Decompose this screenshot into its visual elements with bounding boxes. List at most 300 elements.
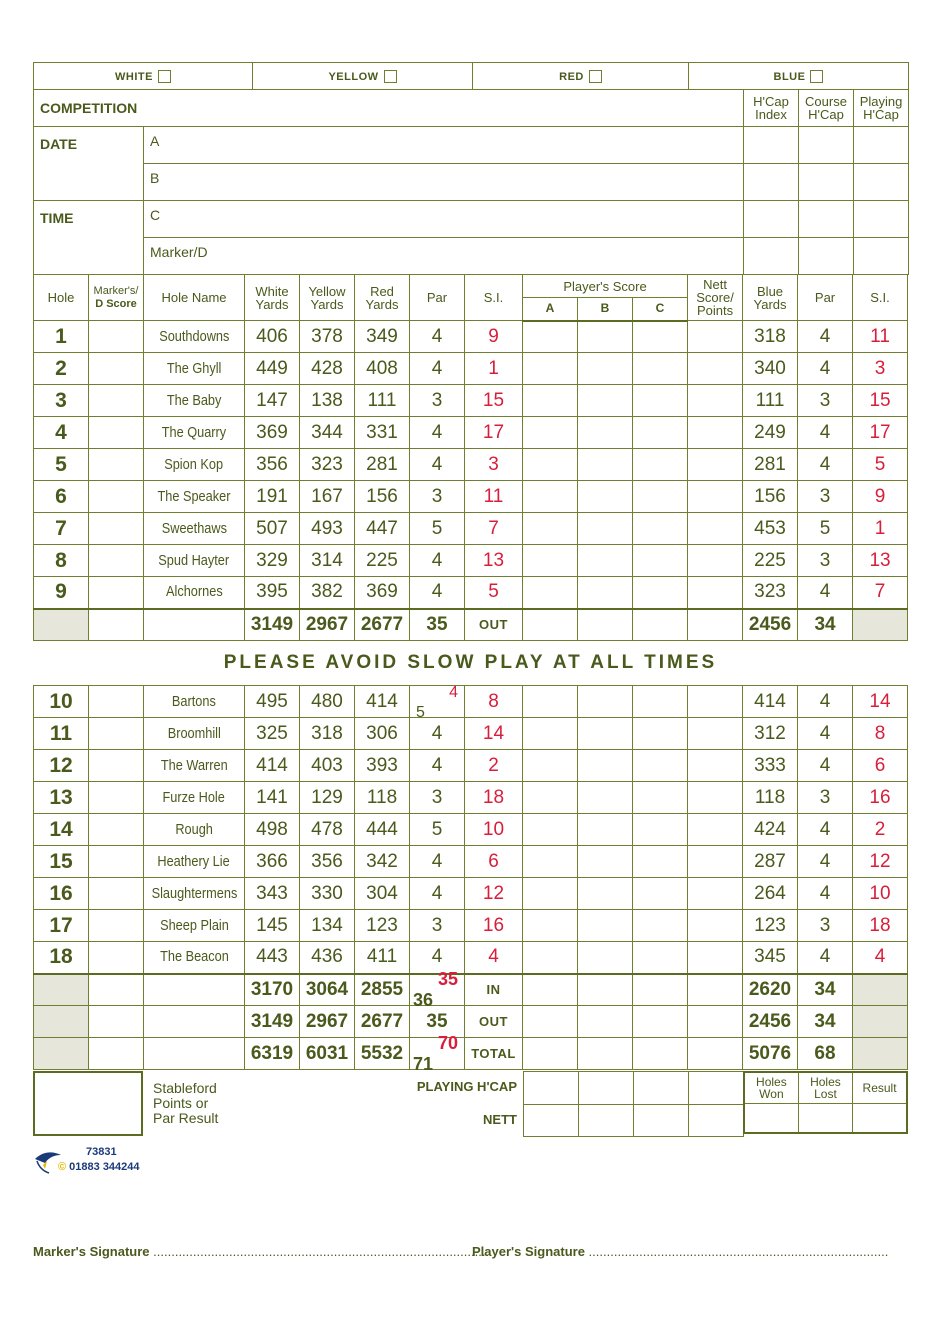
red-yards: [355, 353, 410, 385]
yellow-yards: [300, 686, 355, 718]
total-label-text: TOTAL: [471, 1045, 516, 1061]
total-yellow: [300, 1038, 355, 1070]
player-signature[interactable]: Player's Signature ...................................................................................: [472, 1244, 889, 1259]
total-a[interactable]: [523, 974, 578, 1006]
hole-name-text: Spion Kop: [164, 455, 224, 473]
c-course-hcap[interactable]: [799, 201, 854, 238]
total-markers-cell[interactable]: [89, 1006, 144, 1038]
hole-name: [144, 577, 245, 609]
stroke-index: [465, 417, 523, 449]
total-blue-par-text: 34: [814, 613, 836, 635]
score-a-cell[interactable]: [523, 718, 578, 750]
markers-score-cell[interactable]: [89, 481, 144, 513]
total-red: [355, 974, 410, 1006]
par: [410, 545, 465, 577]
score-b-cell[interactable]: [578, 750, 633, 782]
red-yards: [355, 385, 410, 417]
m-course-hcap[interactable]: [799, 238, 854, 275]
nett-score-cell[interactable]: [688, 910, 743, 942]
score-b-cell[interactable]: [578, 846, 633, 878]
player-a-field[interactable]: A: [144, 127, 744, 164]
total-yellow: [300, 974, 355, 1006]
nett-score-cell[interactable]: [688, 513, 743, 545]
score-c-cell[interactable]: [633, 481, 688, 513]
nett-score-cell[interactable]: [688, 449, 743, 481]
stroke-index: [465, 942, 523, 974]
player-b-field[interactable]: B: [144, 164, 744, 201]
yellow-checkbox[interactable]: [384, 70, 397, 83]
ph-b[interactable]: [579, 1072, 634, 1105]
yellow-yards-text: 378: [311, 325, 343, 347]
si-header: S.I.: [465, 275, 523, 321]
blue-yards-text: 111: [755, 389, 785, 411]
white-yards-text: 356: [256, 453, 288, 475]
total-nett[interactable]: [688, 974, 743, 1006]
total-markers-cell[interactable]: [89, 974, 144, 1006]
score-a-cell[interactable]: [523, 417, 578, 449]
score-a-cell[interactable]: [523, 513, 578, 545]
white-yards: [245, 321, 300, 353]
hole-row: [34, 353, 908, 385]
nett-score-cell[interactable]: [688, 481, 743, 513]
par-text: 4: [431, 325, 443, 347]
total-blue-par: [798, 1006, 853, 1038]
score-a-cell[interactable]: [523, 545, 578, 577]
stroke-index-text: 15: [482, 389, 505, 411]
score-b-cell[interactable]: [578, 878, 633, 910]
total-red-text: 5532: [360, 1042, 404, 1064]
blue-yards: [743, 417, 798, 449]
total-nett[interactable]: [688, 1038, 743, 1070]
nett-nett[interactable]: [689, 1105, 744, 1137]
markers-score-cell[interactable]: [89, 513, 144, 545]
total-a[interactable]: [523, 1038, 578, 1070]
tee-blue-label: BLUE: [773, 70, 806, 83]
blue-par: [798, 577, 853, 609]
blue-par-text: 4: [819, 946, 831, 968]
yellow-yards-text: 493: [311, 517, 343, 539]
total-markers-cell[interactable]: [89, 1038, 144, 1070]
red-yards-text: 349: [366, 325, 398, 347]
blue-stroke-index: [853, 942, 908, 974]
nett-score-cell[interactable]: [688, 353, 743, 385]
hole-number-text: 5: [55, 452, 67, 476]
score-b-cell[interactable]: [578, 782, 633, 814]
b-course-hcap[interactable]: [799, 164, 854, 201]
stroke-index-text: 11: [483, 485, 504, 507]
markers-score-cell[interactable]: [89, 846, 144, 878]
total-red-text: 2677: [360, 613, 404, 635]
hole-number-text: 17: [49, 913, 73, 937]
white-yards-text: 449: [256, 357, 288, 379]
markers-score-cell[interactable]: [89, 782, 144, 814]
a-hcap-index[interactable]: [744, 127, 799, 164]
score-b-cell[interactable]: [578, 481, 633, 513]
score-a-cell[interactable]: [523, 686, 578, 718]
b-hcap-index[interactable]: [744, 164, 799, 201]
blue-par: [798, 910, 853, 942]
yellow-yards-text: 134: [311, 914, 343, 936]
total-c[interactable]: [633, 974, 688, 1006]
blue-yards-text: 333: [754, 754, 786, 776]
score-c-cell[interactable]: [633, 846, 688, 878]
stroke-index-text: 8: [488, 690, 499, 712]
stroke-index: [465, 846, 523, 878]
nett-score-cell[interactable]: [688, 577, 743, 609]
score-b-cell[interactable]: [578, 513, 633, 545]
score-b-cell[interactable]: [578, 942, 633, 974]
score-a-cell[interactable]: [523, 814, 578, 846]
par: [410, 683, 465, 721]
hcap-index-l2: Index: [755, 107, 787, 122]
markers-score-cell[interactable]: [89, 353, 144, 385]
score-a-cell[interactable]: [523, 846, 578, 878]
red-yards-text: 393: [366, 754, 398, 776]
footer-block: [33, 1071, 908, 1136]
stableford-l1: Stableford: [153, 1080, 217, 1096]
hl-l1: Holes: [810, 1074, 841, 1089]
nett-score-cell[interactable]: [688, 385, 743, 417]
m-playing-hcap[interactable]: [854, 238, 909, 275]
nett-score-cell[interactable]: [688, 942, 743, 974]
markers-score-cell[interactable]: [89, 910, 144, 942]
score-b-cell[interactable]: [578, 545, 633, 577]
stroke-index-text: 13: [482, 549, 505, 571]
hole-number-text: 11: [49, 721, 73, 745]
stroke-index: [465, 782, 523, 814]
total-row-out: [34, 609, 908, 641]
score-c-cell[interactable]: [633, 385, 688, 417]
red-yards-text: 408: [366, 357, 398, 379]
score-c-cell[interactable]: [633, 513, 688, 545]
blue-stroke-index: [853, 846, 908, 878]
white-yards: [245, 878, 300, 910]
hole-row: [34, 910, 908, 942]
hcap-index-l1: H'Cap: [753, 94, 789, 109]
total-blank-right: [853, 1038, 908, 1070]
blue-yards: [743, 910, 798, 942]
score-a-cell[interactable]: [523, 385, 578, 417]
blue-par-header: Par: [798, 275, 853, 321]
par-text: 4: [431, 754, 443, 776]
yellow-yards-text: 428: [311, 357, 343, 379]
blue-par-text: 4: [819, 357, 831, 379]
score-c-cell[interactable]: [633, 545, 688, 577]
nett-b[interactable]: [579, 1105, 634, 1137]
blue-l2: Yards: [753, 296, 787, 312]
score-c-cell[interactable]: [633, 718, 688, 750]
score-b-cell[interactable]: [578, 814, 633, 846]
total-name-cell[interactable]: [144, 1006, 245, 1038]
hole-name: [144, 545, 245, 577]
total-nett[interactable]: [688, 609, 743, 641]
score-a-cell[interactable]: [523, 942, 578, 974]
nett-c[interactable]: [634, 1105, 689, 1137]
ph-a[interactable]: [524, 1072, 579, 1105]
yellow-yards-text: 403: [311, 754, 343, 776]
total-blue-par-text: 34: [814, 1010, 836, 1032]
score-a-cell[interactable]: [523, 353, 578, 385]
stroke-index: [465, 718, 523, 750]
red-yards-text: 281: [366, 453, 398, 475]
blue-yards: [743, 782, 798, 814]
hole-name: [144, 353, 245, 385]
white-checkbox[interactable]: [158, 70, 171, 83]
blue-par-text: 3: [819, 485, 831, 507]
holes-won-header: [744, 1072, 798, 1103]
hole-row: [34, 718, 908, 750]
markers-score-cell[interactable]: [89, 545, 144, 577]
blue-par: [798, 353, 853, 385]
hole-number-text: 10: [49, 689, 73, 713]
yellow-yards: [300, 449, 355, 481]
par: [410, 385, 465, 417]
score-c-cell[interactable]: [633, 750, 688, 782]
score-b-cell[interactable]: [578, 449, 633, 481]
score-b-cell[interactable]: [578, 417, 633, 449]
white-yards: [245, 782, 300, 814]
c-playing-hcap[interactable]: [854, 201, 909, 238]
score-c-cell[interactable]: [633, 686, 688, 718]
total-c[interactable]: [633, 1006, 688, 1038]
a-course-hcap[interactable]: [799, 127, 854, 164]
score-c-cell[interactable]: [633, 353, 688, 385]
hole-row: [34, 481, 908, 513]
ph-c[interactable]: [634, 1072, 689, 1105]
nett-score-cell[interactable]: [688, 417, 743, 449]
stableford-l3: Par Result: [153, 1110, 219, 1126]
score-a-cell[interactable]: [523, 878, 578, 910]
blue-par-text: 3: [819, 786, 831, 808]
white-yards-text: 498: [256, 818, 288, 840]
red-yards: [355, 878, 410, 910]
score-c-cell[interactable]: [633, 577, 688, 609]
red-yards: [355, 686, 410, 718]
nett-score-cell[interactable]: [688, 750, 743, 782]
holes-lost-field[interactable]: [798, 1103, 852, 1133]
markers-score-cell[interactable]: [89, 750, 144, 782]
player-signature-label: Player's Signature: [472, 1244, 585, 1259]
hole-number-text: 6: [55, 484, 67, 508]
marker-signature[interactable]: Marker's Signature .............................................................................................: [33, 1244, 490, 1259]
markers-score-cell[interactable]: [89, 321, 144, 353]
nett-a[interactable]: [524, 1105, 579, 1137]
total-c[interactable]: [633, 1038, 688, 1070]
score-b-cell[interactable]: [578, 718, 633, 750]
white-l1: White: [255, 283, 289, 299]
stroke-index: [465, 750, 523, 782]
score-a-cell[interactable]: [523, 481, 578, 513]
total-name-cell[interactable]: [144, 974, 245, 1006]
score-a-cell[interactable]: [523, 577, 578, 609]
blue-stroke-index-text: 11: [870, 325, 890, 347]
nett-score-cell[interactable]: [688, 545, 743, 577]
hw-l1: Holes: [756, 1074, 787, 1089]
markers-score-cell[interactable]: [89, 385, 144, 417]
blue-checkbox[interactable]: [810, 70, 823, 83]
red-checkbox[interactable]: [589, 70, 602, 83]
holes-won-field[interactable]: [744, 1103, 798, 1133]
nett-score-cell[interactable]: [688, 321, 743, 353]
nett-score-cell[interactable]: [688, 782, 743, 814]
hole-row: [34, 385, 908, 417]
markers-score-cell[interactable]: [89, 878, 144, 910]
markers-score-cell[interactable]: [89, 718, 144, 750]
par: [410, 449, 465, 481]
player-c-field[interactable]: C: [144, 201, 744, 238]
info-block: [33, 89, 909, 275]
nett-score-cell[interactable]: [688, 686, 743, 718]
hole-number: [34, 513, 89, 545]
a-playing-hcap[interactable]: [854, 127, 909, 164]
score-a-cell[interactable]: [523, 750, 578, 782]
score-c-cell[interactable]: [633, 417, 688, 449]
stroke-index: [465, 814, 523, 846]
white-yards-text: 414: [256, 754, 288, 776]
white-yards-text: 343: [256, 882, 288, 904]
red-yards-text: 369: [366, 581, 398, 603]
markers-score-cell[interactable]: [89, 814, 144, 846]
total-white: [245, 974, 300, 1006]
hole-number-text: 8: [55, 548, 67, 572]
hole-name: [144, 513, 245, 545]
score-a-cell[interactable]: [523, 782, 578, 814]
hole-name-text: Alchornes: [165, 583, 223, 601]
score-b-cell[interactable]: [578, 686, 633, 718]
hole-number: [34, 718, 89, 750]
score-c-cell[interactable]: [633, 782, 688, 814]
total-b[interactable]: [578, 1006, 633, 1038]
yellow-yards-text: 129: [311, 786, 343, 808]
nett-score-cell[interactable]: [688, 814, 743, 846]
blue-stroke-index-text: 2: [874, 818, 886, 840]
markers-score-cell[interactable]: [89, 417, 144, 449]
blue-par-text: 5: [819, 517, 831, 539]
score-a-cell[interactable]: [523, 321, 578, 353]
score-b-cell[interactable]: [578, 910, 633, 942]
score-c-cell[interactable]: [633, 942, 688, 974]
stroke-index: [465, 686, 523, 718]
blue-par: [798, 545, 853, 577]
total-c[interactable]: [633, 609, 688, 641]
stroke-index: [465, 321, 523, 353]
score-a-cell[interactable]: [523, 910, 578, 942]
hole-row: [34, 577, 908, 609]
par-text: 4: [431, 882, 443, 904]
score-b-cell[interactable]: [578, 353, 633, 385]
result-field[interactable]: [853, 1103, 907, 1133]
playing-hcap-header: [854, 90, 909, 127]
blue-yards-text: 453: [754, 517, 786, 539]
nett-score-cell[interactable]: [688, 718, 743, 750]
marker-field[interactable]: Marker/D: [144, 238, 744, 275]
score-b-cell[interactable]: [578, 321, 633, 353]
score-c-cell[interactable]: [633, 878, 688, 910]
total-a[interactable]: [523, 1006, 578, 1038]
total-name-cell[interactable]: [144, 609, 245, 641]
total-label-text: IN: [486, 981, 501, 997]
score-c-cell[interactable]: [633, 449, 688, 481]
par-par: 5: [416, 703, 425, 721]
markers-score-cell[interactable]: [89, 577, 144, 609]
yellow-yards: [300, 910, 355, 942]
hole-name-text: Southdowns: [158, 327, 230, 345]
total-blue-par: [798, 974, 853, 1006]
blue-stroke-index: [853, 718, 908, 750]
total-nett[interactable]: [688, 1006, 743, 1038]
c-hcap-index[interactable]: [744, 201, 799, 238]
hole-row: [34, 417, 908, 449]
tee-selector-row: [33, 62, 909, 90]
hole-name: [144, 385, 245, 417]
blue-yards-text: 318: [754, 325, 786, 347]
blue-par: [798, 481, 853, 513]
nett-score-cell[interactable]: [688, 878, 743, 910]
total-white: [245, 609, 300, 641]
blue-par: [798, 942, 853, 974]
blue-stroke-index-text: 12: [869, 850, 891, 872]
total-a[interactable]: [523, 609, 578, 641]
hole-number-text: 14: [49, 817, 73, 841]
nett-score-cell[interactable]: [688, 846, 743, 878]
markers-score-cell[interactable]: [89, 449, 144, 481]
hole-row: [34, 750, 908, 782]
score-c-cell[interactable]: [633, 814, 688, 846]
total-b[interactable]: [578, 974, 633, 1006]
stableford-box[interactable]: [33, 1071, 143, 1136]
hole-number: [34, 686, 89, 718]
yellow-yards: [300, 545, 355, 577]
hole-name-text: Slaughtermens: [151, 884, 238, 902]
total-blank-right: [853, 974, 908, 1006]
red-yards: [355, 513, 410, 545]
total-b[interactable]: [578, 609, 633, 641]
score-b-cell[interactable]: [578, 577, 633, 609]
total-name-cell[interactable]: [144, 1038, 245, 1070]
yellow-yards-text: 314: [311, 549, 343, 571]
printer-phone: [58, 1161, 140, 1173]
par: [410, 846, 465, 878]
b-playing-hcap[interactable]: [854, 164, 909, 201]
red-yards: [355, 846, 410, 878]
total-b[interactable]: [578, 1038, 633, 1070]
markers-score-cell[interactable]: [89, 686, 144, 718]
score-a-cell[interactable]: [523, 449, 578, 481]
hole-row: [34, 846, 908, 878]
markers-score-cell[interactable]: [89, 942, 144, 974]
total-label-text: OUT: [479, 1013, 508, 1029]
ph-nett[interactable]: [689, 1072, 744, 1105]
hole-number: [34, 577, 89, 609]
hole-name-text: Sheep Plain: [159, 916, 229, 934]
blue-par-text: 4: [819, 754, 831, 776]
hole-name-text: The Ghyll: [166, 359, 222, 377]
markers-l2: D Score: [95, 297, 137, 310]
par: [410, 513, 465, 545]
score-c-cell[interactable]: [633, 910, 688, 942]
m-hcap-index[interactable]: [744, 238, 799, 275]
total-markers-cell[interactable]: [89, 609, 144, 641]
score-b-cell[interactable]: [578, 385, 633, 417]
par-text: 4: [431, 722, 443, 744]
white-yards: [245, 353, 300, 385]
score-c-cell[interactable]: [633, 321, 688, 353]
blue-yards: [743, 577, 798, 609]
total-white-text: 3149: [250, 1010, 294, 1032]
playing-hcap-l1: Playing: [859, 94, 903, 109]
total-red: [355, 1038, 410, 1070]
blue-stroke-index-text: 5: [874, 453, 886, 475]
